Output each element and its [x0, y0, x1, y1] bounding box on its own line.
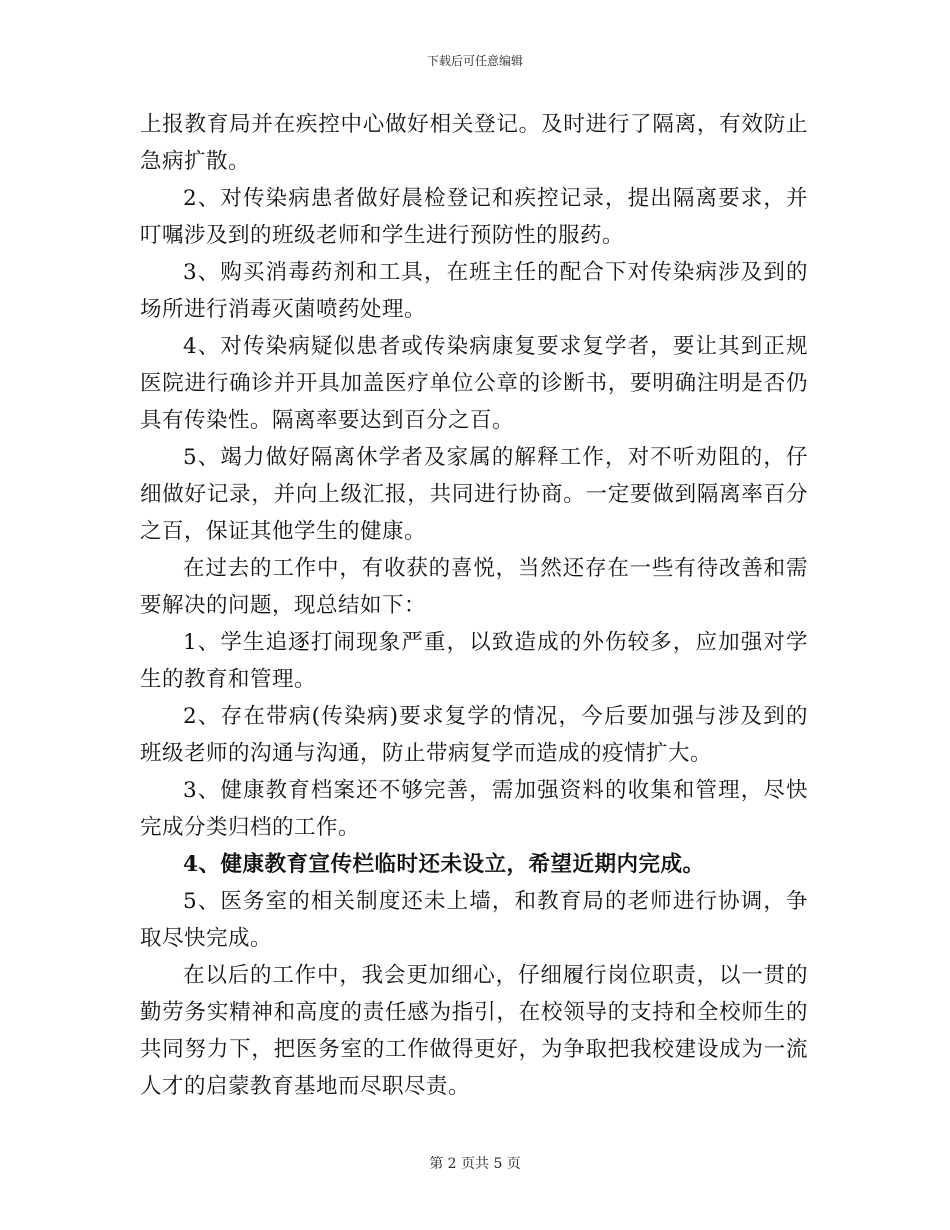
paragraph-1: 上报教育局并在疾控中心做好相关登记。及时进行了隔离，有效防止急病扩散。: [140, 112, 808, 174]
paragraph-3: 3、购买消毒药剂和工具，在班主任的配合下对传染病涉及到的场所进行消毒灭菌喷药处理。: [140, 260, 808, 322]
paragraph-10: 4、健康教育宣传栏临时还未设立，希望近期内完成。: [183, 852, 705, 877]
paragraph-4: 4、对传染病疑似患者或传染病康复要求复学者，要让其到正规医院进行确诊并开具加盖医疗单位公章的诊断书，要明确注明是否仍具有传染性。隔离率要达到百分之百。: [140, 334, 808, 433]
document-body: [140, 106, 808, 1105]
page-header: 下载后可任意编辑: [426, 54, 523, 68]
paragraph-6: 在过去的工作中，有收获的喜悦，当然还存在一些有待改善和需要解决的问题，现总结如下：: [140, 556, 808, 618]
paragraph-11: 5、医务室的相关制度还未上墙，和教育局的老师进行协调，争取尽快完成。: [140, 889, 808, 951]
paragraph-7: 1、学生追逐打闹现象严重，以致造成的外伤较多，应加强对学生的教育和管理。: [140, 630, 808, 692]
paragraph-8: 2、存在带病(传染病)要求复学的情况，今后要加强与涉及到的班级老师的沟通与沟通，防止带病复学而造成的疫情扩大。: [140, 704, 808, 766]
paragraph-9: 3、健康教育档案还不够完善，需加强资料的收集和管理，尽快完成分类归档的工作。: [140, 778, 808, 840]
paragraph-2: 2、对传染病患者做好晨检登记和疾控记录，提出隔离要求，并叮嘱涉及到的班级老师和学生进行预防性的服药。: [140, 186, 808, 248]
paragraph-12: 在以后的工作中，我会更加细心，仔细履行岗位职责，以一贯的勤劳务实精神和高度的责任感为指引，在校领导的支持和全校师生的共同努力下，把医务室的工作做得更好，为争取把我校建设成为一流人才的启蒙教育基地而尽职尽责。: [140, 963, 808, 1099]
page-number-footer: 第 2 页共 5 页: [429, 1156, 521, 1172]
paragraph-5: 5、竭力做好隔离休学者及家属的解释工作，对不听劝阻的，仔细做好记录，并向上级汇报，共同进行协商。一定要做到隔离率百分之百，保证其他学生的健康。: [140, 445, 808, 544]
